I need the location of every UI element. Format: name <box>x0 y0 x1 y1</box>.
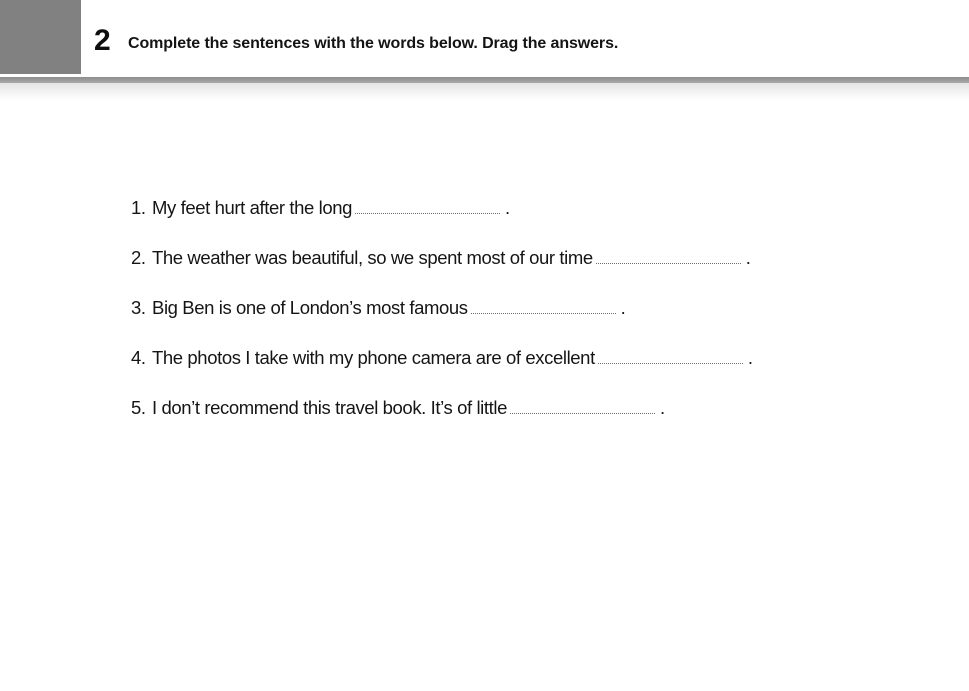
sentence-period: . <box>659 397 665 418</box>
sentence-number: 2. <box>131 247 146 268</box>
sentence-text: The weather was beautiful, so we spent most of our time <box>152 247 593 268</box>
sentence-number: 1. <box>131 197 146 218</box>
answer-blank-3[interactable] <box>471 301 616 314</box>
sentence-list <box>131 183 929 433</box>
sentence-text: I don’t recommend this travel book. It’s of little <box>152 397 507 418</box>
section-tab <box>0 0 81 74</box>
sentence-period: . <box>745 247 751 268</box>
exercise-number: 2 <box>94 24 111 57</box>
answer-blank-2[interactable] <box>596 251 741 264</box>
sentence-period: . <box>620 297 626 318</box>
sentence-number: 4. <box>131 347 146 368</box>
exercise-header <box>0 0 969 77</box>
sentence-row-5 <box>131 383 929 433</box>
sentence-number: 3. <box>131 297 146 318</box>
sentence-row-3 <box>131 283 929 333</box>
sentence-period: . <box>505 197 510 218</box>
sentence-text: My feet hurt after the long <box>152 197 353 218</box>
answer-blank-4[interactable] <box>598 351 743 364</box>
divider-shadow <box>0 83 969 100</box>
answer-blank-5[interactable] <box>510 401 655 414</box>
sentence-period: . <box>747 347 753 368</box>
sentence-row-2 <box>131 233 929 283</box>
answer-blank-1[interactable] <box>355 201 500 214</box>
sentence-text: Big Ben is one of London’s most famous <box>152 297 468 318</box>
sentence-text: The photos I take with my phone camera are of excellent <box>152 347 595 368</box>
instruction-text: Complete the sentences with the words below. Drag the answers. <box>128 35 619 52</box>
sentence-row-4 <box>131 333 929 383</box>
sentence-number: 5. <box>131 397 146 418</box>
sentence-row-1 <box>131 183 929 233</box>
